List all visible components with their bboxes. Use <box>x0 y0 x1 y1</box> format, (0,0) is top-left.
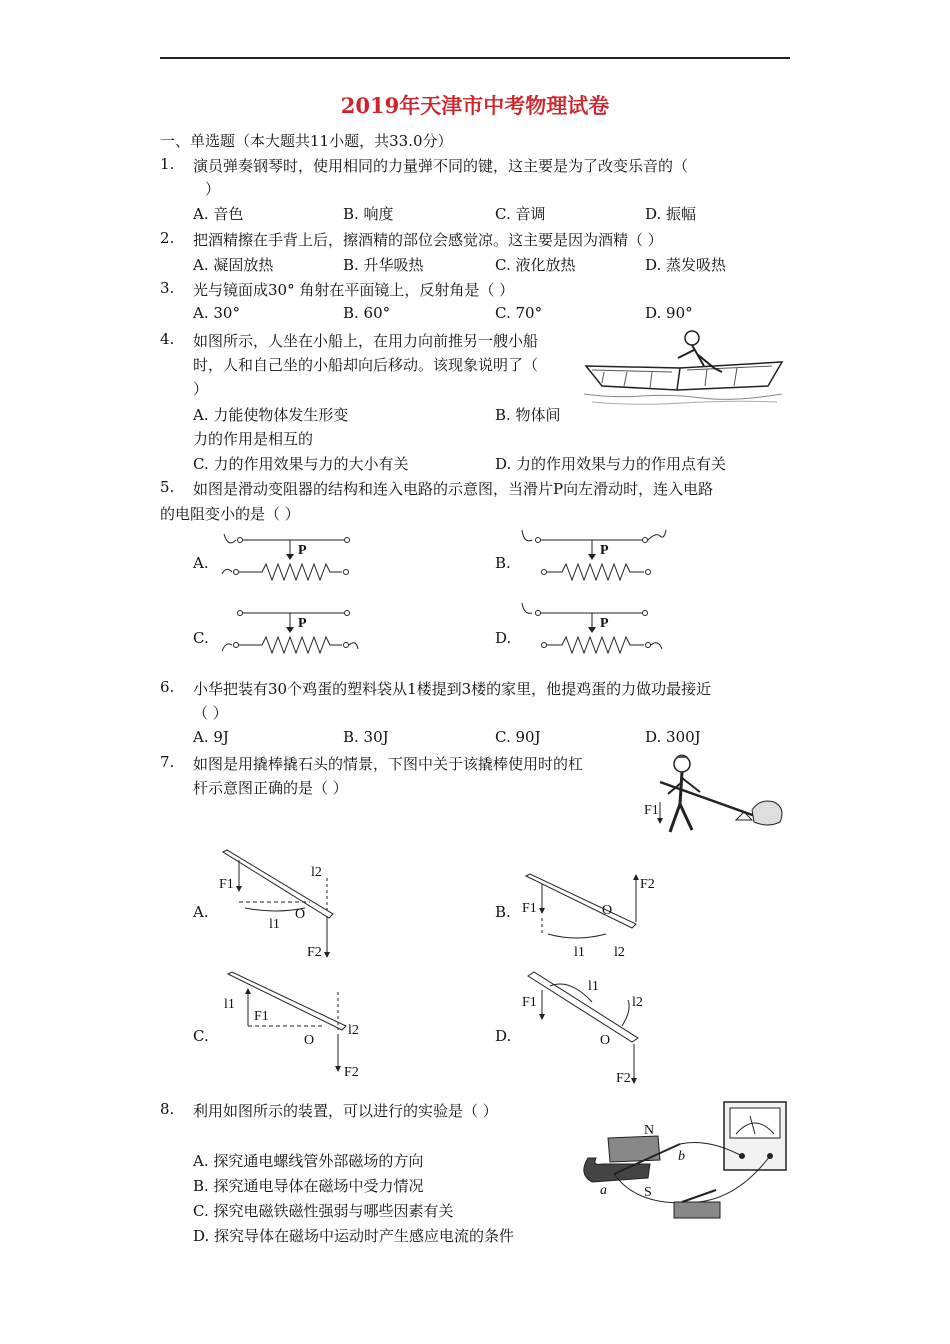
q6-number: 6. <box>160 678 175 696</box>
q3-option-c[interactable]: C. 70° <box>495 304 543 322</box>
q5-number: 5. <box>160 478 175 496</box>
q6-stem-line1: 小华把装有30个鸡蛋的塑料袋从1楼提到3楼的家里，他提鸡蛋的力做功最接近 <box>193 680 712 698</box>
svg-text:a: a <box>600 1183 607 1198</box>
slider-label: P <box>298 543 307 558</box>
svg-text:F1: F1 <box>219 877 234 892</box>
svg-text:F2: F2 <box>616 1071 631 1086</box>
q1-option-b[interactable]: B. 响度 <box>343 205 394 223</box>
rheostat-d <box>520 601 670 657</box>
q6-option-a[interactable]: A. 9J <box>193 728 229 746</box>
rheostat-a <box>222 528 362 584</box>
q3-number: 3. <box>160 279 175 297</box>
q4-number: 4. <box>160 330 175 348</box>
q8-option-a[interactable]: A. 探究通电螺线管外部磁场的方向 <box>193 1152 424 1170</box>
q7-option-c[interactable]: C. <box>193 1027 209 1045</box>
svg-text:l1: l1 <box>224 997 235 1012</box>
page-title: 2019年天津市中考物理试卷 <box>340 93 610 118</box>
svg-text:S: S <box>644 1185 652 1200</box>
q6-stem-line2: （ ） <box>193 704 228 722</box>
q5-option-c[interactable]: C. <box>193 629 209 647</box>
q7-stem-line2: 杆示意图正确的是（ ） <box>193 779 348 797</box>
svg-text:F1: F1 <box>522 901 537 916</box>
q2-stem: 把酒精擦在手背上后，擦酒精的部位会感觉凉。这主要是因为酒精（ ） <box>193 231 663 249</box>
q4-option-b-cont: 力的作用是相互的 <box>193 430 314 448</box>
q5-option-d[interactable]: D. <box>495 629 512 647</box>
svg-text:l1: l1 <box>269 917 280 932</box>
q7-option-b[interactable]: B. <box>495 903 511 921</box>
q7-option-a[interactable]: A. <box>193 903 209 921</box>
q4-stem-line3: ） <box>193 380 209 398</box>
svg-text:F1: F1 <box>522 995 537 1010</box>
q1-stem-end: ） <box>205 180 221 198</box>
q6-option-d[interactable]: D. 300J <box>645 728 701 746</box>
q5-stem-line2: 的电阻变小的是（ ） <box>160 505 300 523</box>
svg-text:l2: l2 <box>348 1023 359 1038</box>
q4-option-b[interactable]: B. 物体间 <box>495 406 561 424</box>
svg-text:l2: l2 <box>614 945 625 960</box>
svg-text:P: P <box>600 616 609 631</box>
q1-option-d[interactable]: D. 振幅 <box>645 205 697 223</box>
svg-text:O: O <box>602 903 613 918</box>
svg-text:F1: F1 <box>254 1009 269 1024</box>
top-rule <box>160 57 790 59</box>
scene-f1-label: F1 <box>644 803 659 818</box>
q5-stem-line1: 如图是滑动变阻器的结构和连入电路的示意图，当滑片P向左滑动时，连入电路 <box>193 480 714 498</box>
q4-option-c[interactable]: C. 力的作用效果与力的大小有关 <box>193 455 409 473</box>
svg-text:l1: l1 <box>574 945 585 960</box>
q2-option-d[interactable]: D. 蒸发吸热 <box>645 256 727 274</box>
svg-text:O: O <box>600 1033 611 1048</box>
q3-option-b[interactable]: B. 60° <box>343 304 391 322</box>
lever-diagram-b <box>518 872 658 964</box>
q7-stem-line1: 如图是用撬棒撬石头的情景，下图中关于该撬棒使用时的杠 <box>193 755 584 773</box>
q4-stem-line1: 如图所示，人坐在小船上，在用力向前推另一艘小船 <box>193 332 539 350</box>
q1-option-c[interactable]: C. 音调 <box>495 205 546 223</box>
q4-stem-line2: 时，人和自己坐的小船却向后移动。该现象说明了（ <box>193 356 539 374</box>
rheostat-b <box>520 528 670 584</box>
q8-option-b[interactable]: B. 探究通电导体在磁场中受力情况 <box>193 1177 424 1195</box>
q5-option-b[interactable]: B. <box>495 554 511 572</box>
svg-text:F2: F2 <box>307 945 322 960</box>
lever-diagram-c <box>220 970 370 1082</box>
svg-text:P: P <box>298 616 307 631</box>
svg-text:l2: l2 <box>632 995 643 1010</box>
q2-option-c[interactable]: C. 液化放热 <box>495 256 576 274</box>
svg-text:P: P <box>600 543 609 558</box>
q2-option-b[interactable]: B. 升华吸热 <box>343 256 424 274</box>
q5-option-a[interactable]: A. <box>193 554 209 572</box>
svg-text:O: O <box>304 1033 315 1048</box>
svg-text:b: b <box>678 1149 685 1164</box>
q8-option-d[interactable]: D. 探究导体在磁场中运动时产生感应电流的条件 <box>193 1227 515 1245</box>
q7-number: 7. <box>160 753 175 771</box>
svg-text:O: O <box>295 907 306 922</box>
svg-text:l1: l1 <box>588 979 599 994</box>
q8-option-c[interactable]: C. 探究电磁铁磁性强弱与哪些因素有关 <box>193 1202 454 1220</box>
lever-diagram-a <box>215 848 345 963</box>
svg-text:F2: F2 <box>344 1065 359 1080</box>
q6-option-b[interactable]: B. 30J <box>343 728 389 746</box>
q8-stem: 利用如图所示的装置，可以进行的实验是（ ） <box>193 1102 498 1120</box>
q4-option-d[interactable]: D. 力的作用效果与力的作用点有关 <box>495 455 727 473</box>
lever-diagram-d <box>520 970 650 1090</box>
svg-text:l2: l2 <box>311 865 322 880</box>
induction-apparatus-figure <box>578 1098 790 1224</box>
q3-option-a[interactable]: A. 30° <box>193 304 240 322</box>
svg-text:F2: F2 <box>640 877 655 892</box>
q1-number: 1. <box>160 155 175 173</box>
q7-option-d[interactable]: D. <box>495 1027 512 1045</box>
q8-number: 8. <box>160 1100 175 1118</box>
crowbar-scene-figure <box>640 752 790 842</box>
q6-option-c[interactable]: C. 90J <box>495 728 541 746</box>
q4-option-a[interactable]: A. 力能使物体发生形变 <box>193 406 349 424</box>
q2-number: 2. <box>160 229 175 247</box>
q3-stem: 光与镜面成30° 角射在平面镜上，反射角是（ ） <box>193 281 515 299</box>
rheostat-c <box>222 603 362 659</box>
q1-stem: 演员弹奏钢琴时，使用相同的力量弹不同的键，这主要是为了改变乐音的（ <box>193 157 689 175</box>
q1-option-a[interactable]: A. 音色 <box>193 205 244 223</box>
q2-option-a[interactable]: A. 凝固放热 <box>193 256 274 274</box>
svg-text:N: N <box>644 1123 655 1138</box>
section-heading: 一、单选题（本大题共11小题，共33.0分） <box>160 132 453 150</box>
q3-option-d[interactable]: D. 90° <box>645 304 693 322</box>
boat-figure <box>582 328 787 406</box>
